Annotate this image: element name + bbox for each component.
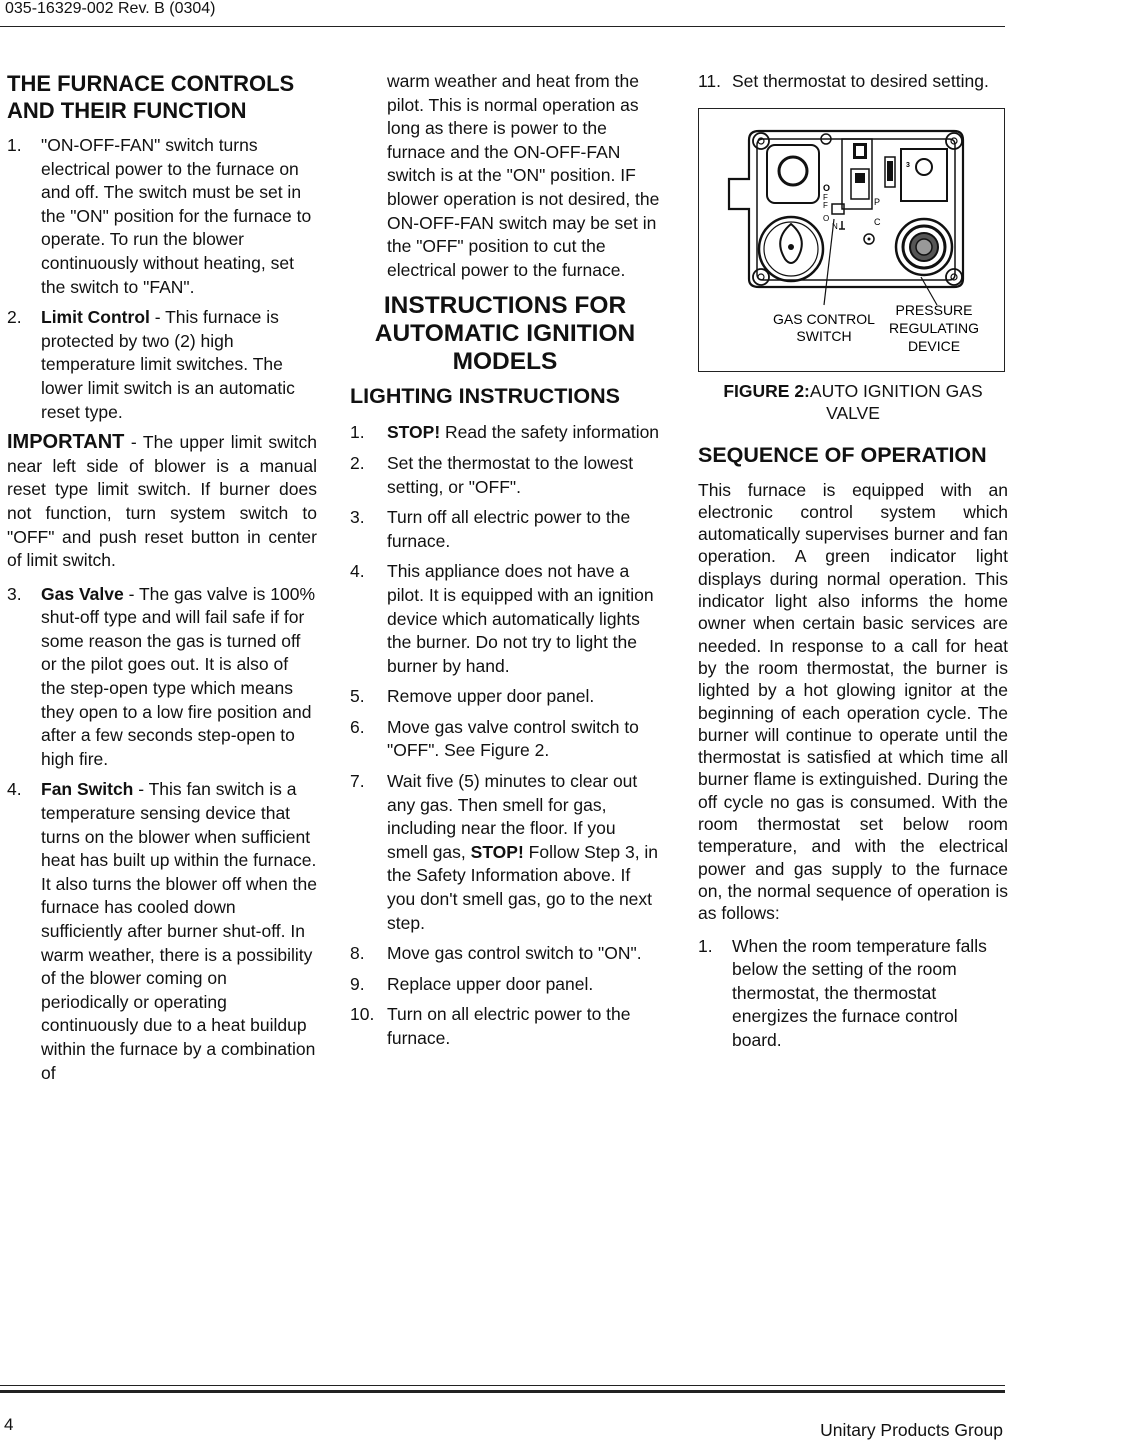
label-pressure: PRESSURE (895, 301, 973, 318)
step-number: 5. (350, 686, 365, 707)
switch-mark-f: F (823, 192, 828, 202)
controls-list-continued (7, 583, 317, 1085)
step-text: Follow Step 3, in the Safety Information above. If you don't smell gas, go to the next step. (387, 841, 659, 933)
label-device: DEVICE (907, 337, 961, 354)
list-item (350, 421, 660, 445)
label-switch: SWITCH (796, 327, 852, 344)
section-title-automatic-ignition: INSTRUCTIONS FOR AUTOMATIC IGNITION MODELS (374, 292, 636, 376)
list-item (350, 942, 660, 966)
figure-gas-valve (698, 108, 1005, 372)
item-label: Gas Valve (41, 583, 124, 604)
sequence-list (698, 935, 1008, 1053)
mark-p: P (874, 196, 881, 207)
step-text: Set the thermostat to the lowest setting, or "OFF". (387, 452, 634, 497)
step-text: Replace upper door panel. (387, 973, 594, 994)
switch-mark-o2: O (823, 213, 830, 223)
step-text: Remove upper door panel. (387, 686, 595, 707)
step-bold: STOP! (470, 841, 524, 862)
lighting-steps (350, 421, 660, 1050)
item-text: "ON-OFF-FAN" switch turns electrical power to the furnace on and off. The switch must be set in the "ON" position for the furnace to operate. To run the blower continuously without heating, set the switch to "FAN". (41, 135, 312, 297)
switch-mark-f2: F (823, 200, 828, 210)
list-item (350, 560, 660, 678)
figure-caption-text: AUTO IGNITION GAS VALVE (809, 380, 983, 423)
list-item (698, 935, 1008, 1053)
step-number: 7. (350, 771, 365, 792)
step-number: 6. (350, 716, 365, 737)
item-number: 1. (698, 935, 713, 956)
step-text: Wait five (5) minutes to clear out any gas. Then smell for gas, including near the floor. If you smell gas, (387, 771, 638, 862)
list-item (698, 70, 1008, 94)
continued-text: warm weather and heat from the pilot. This is normal operation as long as there is power to the furnace and the ON-OFF-FAN switch is at the "ON" position. IF blower operation is not desired, the ON-OFF-FAN switch may be set in the "OFF" position to cut the electrical power to the furnace. (387, 71, 660, 280)
step-number: 4. (350, 561, 365, 582)
mark-c: C (874, 216, 881, 227)
label-gas-control: GAS CONTROL (773, 310, 875, 327)
lighting-steps-continued (698, 70, 1008, 94)
item-label: Fan Switch (41, 779, 134, 800)
sequence-paragraph: This furnace is equipped with an electronic control system which automatically supervises burner and fan operation. A green indicator light displays during normal operation. This indicator light also informs the home owner when certain basic services are needed. In response to a call for heat by the room thermostat, the burner is lighted by a hot glowing ignitor at the beginning of each operation cycle. The burner will continue to operate until the thermostat is satisfied at which time all burner flame is extinguished. During the off cycle no gas is consumed. With the room thermostat set below room temperature, and with the electrical power and gas supply to the furnace on, the normal sequence of operation is as follows: (698, 479, 1008, 924)
item-text: - The gas valve is 100% shut-off type and will fail safe if for some reason the gas is turned off or the pilot goes out. It is also of the step-open type which means they open to a low fire position and after a few seconds step-open to high fire. (41, 583, 316, 769)
section-title-controls (7, 70, 317, 124)
step-text: Read the safety information (440, 422, 660, 443)
item-text: - This fan switch is a temperature sensing device that turns on the blower when sufficient heat has built up within the furnace. It also turns the blower off when the furnace has cooled down sufficiently after burner shut-off. In warm weather, there is a possibility of the blower coming on periodically or operating continuously due to a heat buildup within the furnace by a combination of (41, 779, 317, 1083)
figure-caption-label: FIGURE 2: (723, 380, 810, 401)
title-line-2: AND THEIR FUNCTION (7, 98, 247, 123)
step-text: Move gas valve control switch to "OFF". See Figure 2. (387, 716, 639, 761)
title-line-1: THE FURNACE CONTROLS (7, 71, 295, 96)
step-number: 9. (350, 973, 365, 994)
label-regulating: REGULATING (889, 319, 979, 336)
item-number: 3. (7, 583, 22, 604)
controls-list (7, 134, 317, 424)
list-item (350, 1003, 660, 1050)
switch-mark-n: N (832, 221, 838, 231)
step-number: 8. (350, 943, 365, 964)
step-number: 3. (350, 507, 365, 528)
document-code: 035-16329-002 Rev. B (0304) (5, 0, 216, 17)
footer-rule (0, 1385, 1005, 1386)
important-text: - The upper limit switch near left side of blower is a manual reset type limit switch. If burner does not function, turn system switch to "OFF" and push reset button in center of limit switch. (7, 432, 317, 571)
step-number: 11. (698, 71, 722, 91)
figure-caption (698, 380, 1008, 424)
step-text: Turn on all electric power to the furnace. (387, 1004, 631, 1048)
switch-mark-o: O (823, 182, 831, 193)
step-number: 1. (350, 422, 365, 443)
item-number: 1. (7, 135, 22, 155)
step-text: Move gas control switch to "ON". (387, 943, 642, 964)
list-item (350, 716, 660, 763)
step-text: Turn off all electric power to the furnace. (387, 507, 631, 551)
subsection-title-lighting: LIGHTING INSTRUCTIONS (350, 384, 620, 409)
column-1 (7, 70, 317, 1092)
item-text: - This furnace is protected by two (2) high temperature limit switches. The lower limit switch is an automatic reset type. (41, 307, 295, 422)
footer-rule-thick (0, 1390, 1005, 1393)
list-item (7, 134, 317, 299)
item-number: 2. (7, 307, 22, 328)
column-2 (350, 70, 660, 1058)
svg-text:3: 3 (906, 161, 910, 169)
list-item (7, 306, 317, 424)
list-item (350, 506, 660, 553)
header-rule (0, 26, 1005, 27)
important-note (7, 431, 317, 573)
step-number: 10. (350, 1004, 375, 1025)
step-number: 2. (350, 452, 365, 473)
item-number: 4. (7, 779, 22, 800)
list-item (7, 583, 317, 772)
list-item (350, 973, 660, 997)
gas-valve-diagram (699, 109, 1004, 371)
list-item (350, 770, 660, 935)
step-text: Set thermostat to desired setting. (732, 71, 989, 91)
footer-organization: Unitary Products Group (820, 1420, 1003, 1440)
step-bold: STOP! (387, 422, 441, 443)
list-item (7, 778, 317, 1085)
column-3 (698, 70, 1008, 1060)
section-title-sequence: SEQUENCE OF OPERATION (698, 442, 987, 467)
item-label: Limit Control (41, 307, 150, 328)
item-text: When the room temperature falls below the setting of the room thermostat, the thermostat energizes the furnace control board. (732, 935, 987, 1050)
list-item (350, 685, 660, 709)
step-text: This appliance does not have a pilot. It is equipped with an ignition device which automatically lights the burner. Do not try to light the burner by hand. (387, 561, 654, 676)
list-item (350, 452, 660, 499)
page-number: 4 (4, 1415, 14, 1434)
important-label: IMPORTANT (7, 431, 125, 454)
